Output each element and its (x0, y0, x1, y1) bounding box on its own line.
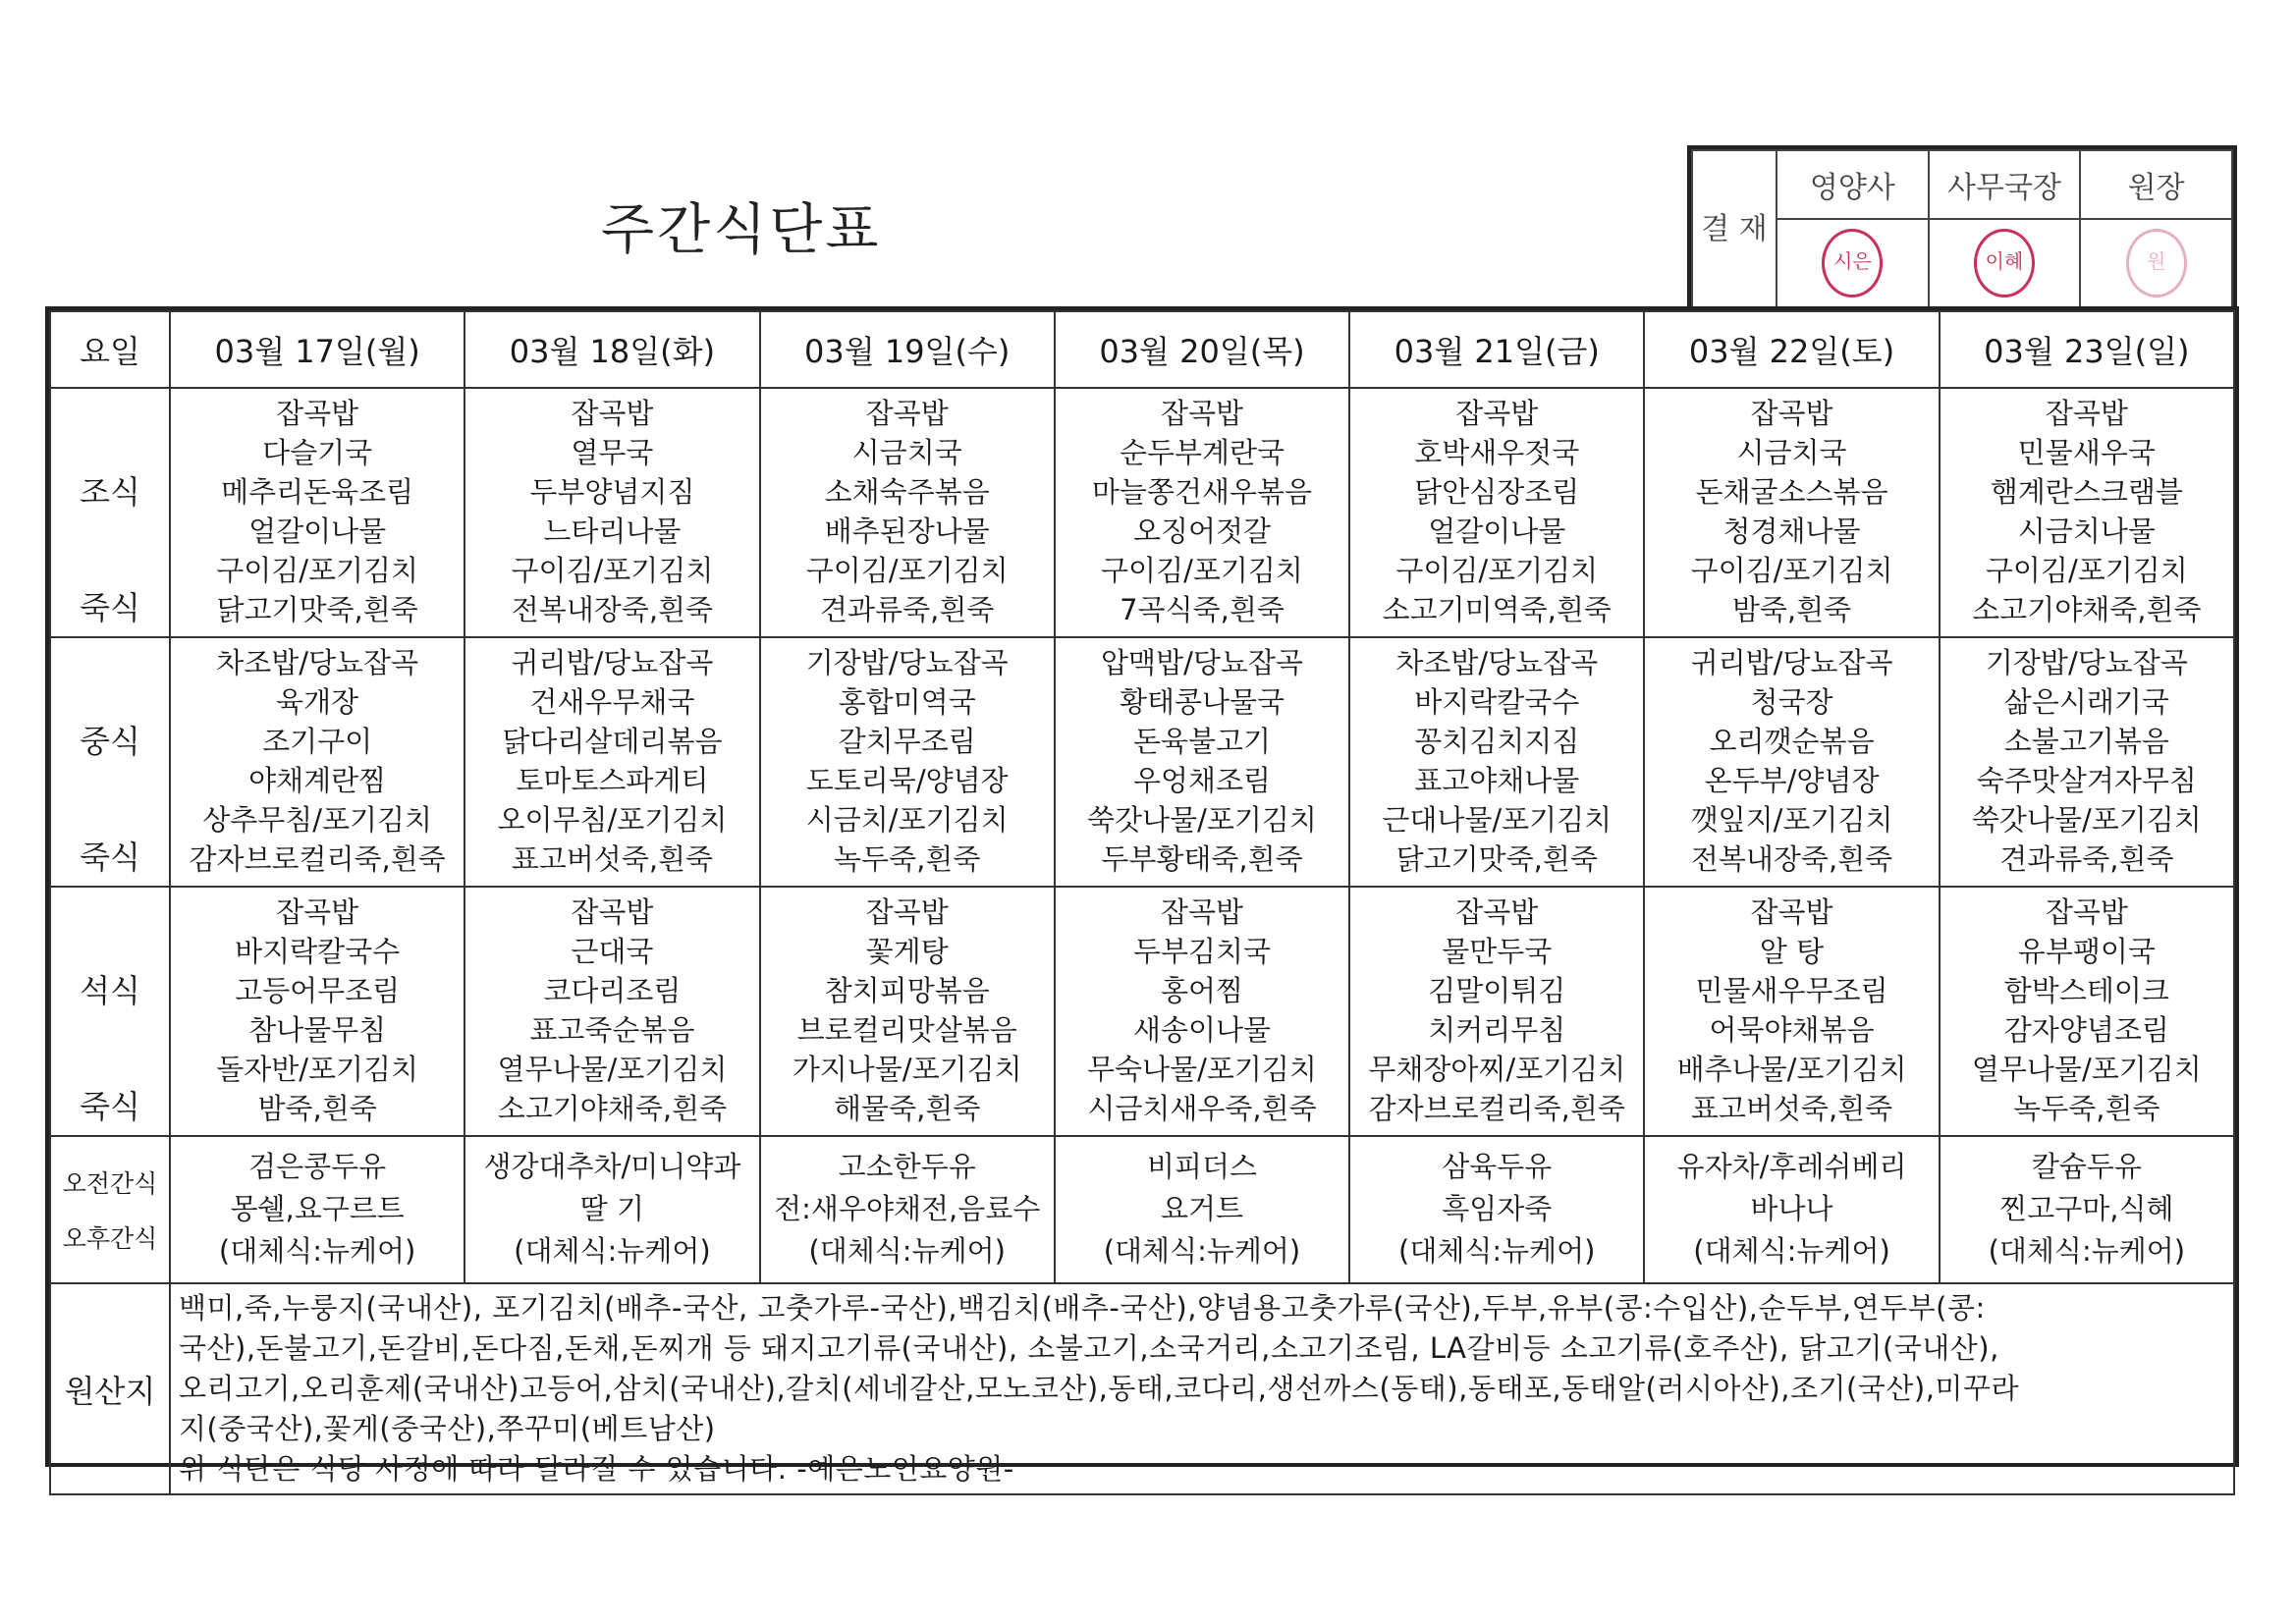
menu-item: 육개장 (276, 685, 359, 720)
snack-item: 찐고구마,식혜 (1999, 1192, 2174, 1226)
approval-role-director: 원장 (2080, 150, 2232, 219)
meal-row (50, 637, 2234, 887)
menu-item: 시금치새우죽,흰죽 (1087, 1092, 1317, 1126)
menu-cell (1645, 638, 1938, 886)
menu-item: 열무나물/포기김치 (1971, 1053, 2202, 1087)
meal-label: 조식 (80, 473, 140, 511)
menu-item: 전복내장죽,흰죽 (511, 593, 714, 627)
menu-item: 밤죽,흰죽 (257, 1092, 377, 1126)
stamp-seal: 원 (2126, 229, 2187, 298)
porridge-label: 죽식 (80, 589, 140, 626)
approval-box (1687, 145, 2237, 312)
menu-item: 귀리밥/당뇨잡곡 (511, 646, 714, 680)
snack-item: 생강대추차/미니약과 (483, 1150, 741, 1184)
meal-row (50, 887, 2234, 1136)
pm-snack-label: 오후간식 (62, 1224, 158, 1253)
snack-cell (1056, 1137, 1348, 1282)
menu-item: 두부황태죽,흰죽 (1101, 842, 1303, 877)
snack-item: (대체식:뉴케어) (514, 1233, 711, 1268)
snack-item: 바나나 (1750, 1192, 1833, 1226)
menu-item: 소고기미역죽,흰죽 (1382, 593, 1612, 627)
snack-item: 요거트 (1160, 1192, 1243, 1226)
snack-cell (761, 1137, 1054, 1282)
snack-item: (대체식:뉴케어) (808, 1233, 1006, 1268)
approval-label: 결 재 (1692, 150, 1777, 307)
menu-cell (761, 888, 1054, 1135)
meal-row (50, 388, 2234, 637)
menu-item: 무채장아찌/포기김치 (1368, 1053, 1626, 1087)
snack-item: 유자차/후레쉬베리 (1676, 1150, 1907, 1184)
header-date: 03월 21일(금) (1349, 311, 1644, 388)
menu-item: 호박새우젓국 (1414, 436, 1580, 470)
menu-item: 햄계란스크램블 (1990, 475, 2183, 510)
menu-cell (1941, 888, 2233, 1135)
menu-item: 바지락칼국수 (235, 935, 401, 969)
meal-label: 중식 (80, 723, 140, 760)
menu-cell (1350, 638, 1643, 886)
menu-item: 표고버섯죽,흰죽 (1690, 1092, 1893, 1126)
porridge-label: 죽식 (80, 1088, 140, 1125)
menu-item: 소고기야채죽,흰죽 (497, 1092, 728, 1126)
menu-item: 시금치국 (851, 436, 962, 470)
menu-item: 잡곡밥 (865, 397, 949, 431)
origin-label: 원산지 (64, 1372, 156, 1410)
menu-item: 시금치나물 (2017, 514, 2156, 549)
menu-item: 다슬기국 (262, 436, 373, 470)
menu-item: 감자브로컬리죽,흰죽 (189, 842, 446, 877)
menu-item: 홍합미역국 (838, 685, 976, 720)
menu-item: 근대국 (571, 935, 654, 969)
snack-cell (1645, 1137, 1938, 1282)
menu-item: 닭다리살데리볶음 (502, 725, 723, 759)
menu-item: 잡곡밥 (571, 397, 654, 431)
menu-item: 치커리무침 (1428, 1013, 1566, 1048)
snack-row (50, 1136, 2234, 1283)
menu-item: 돈채굴소스볶음 (1695, 475, 1888, 510)
menu-cell (465, 389, 758, 636)
menu-cell (1350, 888, 1643, 1135)
snack-item: (대체식:뉴케어) (1988, 1233, 2186, 1268)
menu-item: 쑥갓나물/포기김치 (1971, 803, 2202, 838)
snack-item: 칼슘두유 (2031, 1150, 2142, 1184)
menu-cell (1645, 389, 1938, 636)
snack-item: 흑임자죽 (1442, 1192, 1553, 1226)
origin-line: 지(중국산),꽃게(중국산),쭈꾸미(베트남산) (179, 1412, 716, 1445)
menu-item: 잡곡밥 (865, 895, 949, 930)
menu-cell (465, 888, 758, 1135)
menu-item: 소고기야채죽,흰죽 (1972, 593, 2202, 627)
menu-item: 온두부/양념장 (1704, 764, 1880, 798)
menu-cell (1056, 389, 1348, 636)
menu-item: 청경채나물 (1722, 514, 1861, 549)
menu-item: 가지나물/포기김치 (792, 1053, 1022, 1087)
menu-item: 오이무침/포기김치 (497, 803, 728, 838)
menu-item: 민물새우무조림 (1695, 974, 1888, 1008)
menu-item: 감자브로컬리죽,흰죽 (1368, 1092, 1625, 1126)
porridge-label: 죽식 (80, 839, 140, 876)
menu-item: 쑥갓나물/포기김치 (1087, 803, 1317, 838)
menu-item: 표고야채나물 (1414, 764, 1580, 798)
menu-item: 견과류죽,흰죽 (1999, 842, 2174, 877)
menu-item: 토마토스파게티 (516, 764, 709, 798)
menu-item: 7곡식죽,흰죽 (1120, 593, 1285, 627)
snack-item: (대체식:뉴케어) (1398, 1233, 1596, 1268)
menu-item: 압맥밥/당뇨잡곡 (1101, 646, 1303, 680)
menu-item: 야채계란찜 (248, 764, 387, 798)
menu-item: 황태콩나물국 (1119, 685, 1285, 720)
menu-item: 구이김/포기김치 (511, 554, 714, 588)
meal-label-cell (51, 389, 169, 636)
menu-cell (171, 888, 464, 1135)
menu-item: 차조밥/당뇨잡곡 (216, 646, 419, 680)
menu-item: 잡곡밥 (276, 397, 359, 431)
menu-item: 잡곡밥 (1455, 397, 1539, 431)
menu-item: 깻잎지/포기김치 (1690, 803, 1893, 838)
menu-cell (1056, 638, 1348, 886)
menu-item: 표고버섯죽,흰죽 (511, 842, 714, 877)
menu-cell (171, 389, 464, 636)
menu-item: 배추된장나물 (824, 514, 990, 549)
menu-item: 닭안심장조림 (1414, 475, 1580, 510)
stamp-seal: 이혜 (1974, 229, 2035, 298)
menu-item: 얼갈이나물 (1428, 514, 1566, 549)
menu-item: 도토리묵/양념장 (805, 764, 1009, 798)
menu-item: 밤죽,흰죽 (1731, 593, 1852, 627)
menu-item: 구이김/포기김치 (216, 554, 419, 588)
menu-cell (465, 638, 758, 886)
menu-item: 소채숙주볶음 (824, 475, 990, 510)
snack-label-cell (51, 1137, 169, 1282)
menu-item: 구이김/포기김치 (1101, 554, 1303, 588)
menu-item: 상추무침/포기김치 (202, 803, 433, 838)
menu-item: 잡곡밥 (1455, 895, 1539, 930)
menu-item: 민물새우국 (2017, 436, 2156, 470)
menu-item: 새송이나물 (1132, 1013, 1272, 1048)
menu-item: 닭고기맛죽,흰죽 (1395, 842, 1598, 877)
header-date: 03월 18일(화) (465, 311, 759, 388)
menu-item: 꽁치김치지짐 (1414, 725, 1580, 759)
menu-item: 얼갈이나물 (248, 514, 387, 549)
menu-item: 잡곡밥 (1750, 397, 1833, 431)
menu-cell (1056, 888, 1348, 1135)
snack-cell (171, 1137, 464, 1282)
menu-item: 함박스테이크 (2003, 974, 2169, 1008)
menu-item: 전복내장죽,흰죽 (1690, 842, 1893, 877)
menu-item: 오징어젓갈 (1132, 514, 1272, 549)
snack-item: (대체식:뉴케어) (218, 1233, 416, 1268)
menu-item: 구이김/포기김치 (1690, 554, 1893, 588)
menu-item: 잡곡밥 (276, 895, 359, 930)
snack-item: 검은콩두유 (248, 1150, 387, 1184)
menu-item: 차조밥/당뇨잡곡 (1395, 646, 1599, 680)
stamp-seal: 시은 (1822, 229, 1883, 298)
menu-item: 구이김/포기김치 (805, 554, 1009, 588)
menu-item: 바지락칼국수 (1414, 685, 1580, 720)
menu-item: 잡곡밥 (1750, 895, 1833, 930)
menu-item: 녹두죽,흰죽 (834, 842, 981, 877)
menu-item: 우엉채조림 (1132, 764, 1272, 798)
menu-item: 구이김/포기김치 (1985, 554, 2188, 588)
menu-cell (1941, 638, 2233, 886)
menu-cell (1645, 888, 1938, 1135)
header-date: 03월 20일(목) (1055, 311, 1349, 388)
approval-role-secretary: 사무국장 (1929, 150, 2081, 219)
menu-item: 삶은시래기국 (2003, 685, 2169, 720)
menu-item: 닭고기맛죽,흰죽 (216, 593, 418, 627)
menu-item: 구이김/포기김치 (1395, 554, 1599, 588)
menu-item: 돈육불고기 (1132, 725, 1272, 759)
menu-item: 오리깻순볶음 (1709, 725, 1875, 759)
meal-label: 석식 (80, 972, 140, 1009)
menu-item: 열무국 (571, 436, 654, 470)
menu-item: 코다리조림 (543, 974, 682, 1008)
menu-item: 귀리밥/당뇨잡곡 (1690, 646, 1893, 680)
menu-item: 건새우무채국 (529, 685, 695, 720)
header-date: 03월 19일(수) (760, 311, 1055, 388)
meal-label-cell (51, 888, 169, 1135)
weekly-menu-table (45, 306, 2239, 1486)
menu-item: 돌자반/포기김치 (216, 1053, 419, 1087)
menu-cell (1941, 389, 2233, 636)
menu-item: 갈치무조림 (838, 725, 976, 759)
snack-item: (대체식:뉴케어) (1103, 1233, 1301, 1268)
menu-item: 알 탕 (1759, 935, 1825, 969)
menu-item: 김말이튀김 (1428, 974, 1566, 1008)
header-row (50, 311, 2234, 388)
menu-item: 녹두죽,흰죽 (2013, 1092, 2160, 1126)
snack-item: 몽쉘,요구르트 (230, 1192, 405, 1226)
menu-item: 홍어찜 (1160, 974, 1243, 1008)
menu-item: 배추나물/포기김치 (1676, 1053, 1907, 1087)
menu-item: 시금치국 (1736, 436, 1847, 470)
origin-line: 위 식단은 식당 사정에 따라 달라질 수 있습니다. -예은노인요양원- (179, 1452, 1014, 1486)
menu-item: 해물죽,흰죽 (834, 1092, 981, 1126)
approval-role-nutritionist: 영양사 (1777, 150, 1929, 219)
snack-cell (1350, 1137, 1643, 1282)
menu-item: 잡곡밥 (1160, 397, 1243, 431)
snack-item: 삼육두유 (1442, 1150, 1553, 1184)
menu-item: 꽃게탕 (865, 935, 949, 969)
menu-item: 참치피망볶음 (824, 974, 990, 1008)
menu-item: 물만두국 (1442, 935, 1553, 969)
snack-item: 딸 기 (579, 1192, 645, 1226)
menu-item: 감자양념조림 (2003, 1013, 2169, 1048)
snack-cell (465, 1137, 758, 1282)
menu-item: 소불고기볶음 (2003, 725, 2169, 759)
snack-cell (1941, 1137, 2233, 1282)
menu-item: 메추리돈육조림 (221, 475, 414, 510)
snack-item: (대체식:뉴케어) (1693, 1233, 1890, 1268)
snack-item: 비피더스 (1146, 1150, 1258, 1184)
menu-cell (761, 638, 1054, 886)
menu-item: 청국장 (1750, 685, 1833, 720)
menu-item: 참나물무침 (248, 1013, 387, 1048)
menu-item: 시금치/포기김치 (805, 803, 1009, 838)
menu-item: 조기구이 (262, 725, 373, 759)
menu-item: 근대나물/포기김치 (1382, 803, 1613, 838)
menu-item: 유부팽이국 (2017, 935, 2156, 969)
origin-row (50, 1283, 2234, 1494)
header-date: 03월 23일(일) (1940, 311, 2234, 388)
menu-item: 기장밥/당뇨잡곡 (1985, 646, 2188, 680)
am-snack-label: 오전간식 (62, 1169, 158, 1198)
menu-item: 잡곡밥 (571, 895, 654, 930)
menu-item: 열무나물/포기김치 (497, 1053, 728, 1087)
snack-item: 고소한두유 (838, 1150, 976, 1184)
menu-item: 고등어무조림 (235, 974, 401, 1008)
menu-cell (171, 638, 464, 886)
menu-item: 두부김치국 (1132, 935, 1272, 969)
origin-line: 국산),돈불고기,돈갈비,돈다짐,돈채,돈찌개 등 돼지고기류(국내산), 소불고기,소국거리,소고기조림, LA갈비등 소고기류(호주산), 닭고기(국내산), (179, 1331, 1999, 1365)
menu-item: 잡곡밥 (2045, 397, 2128, 431)
menu-cell (1350, 389, 1643, 636)
menu-item: 느타리나물 (543, 514, 682, 549)
menu-item: 숙주맛살겨자무침 (1976, 764, 2197, 798)
menu-item: 표고죽순볶음 (529, 1013, 695, 1048)
menu-item: 어묵야채볶음 (1709, 1013, 1875, 1048)
menu-item: 순두부계란국 (1119, 436, 1285, 470)
menu-item: 두부양념지짐 (529, 475, 695, 510)
menu-item: 마늘쫑건새우볶음 (1091, 475, 1313, 510)
header-day-label: 요일 (50, 311, 170, 388)
page-title: 주간식단표 (601, 198, 882, 262)
meal-label-cell (51, 638, 169, 886)
menu-cell (761, 389, 1054, 636)
menu-item: 브로컬리맛살볶음 (796, 1013, 1017, 1048)
menu-item: 견과류죽,흰죽 (820, 593, 995, 627)
origin-text (171, 1284, 2233, 1493)
menu-item: 잡곡밥 (2045, 895, 2128, 930)
header-date: 03월 22일(토) (1644, 311, 1939, 388)
header-date: 03월 17일(월) (170, 311, 465, 388)
menu-item: 기장밥/당뇨잡곡 (805, 646, 1009, 680)
origin-line: 오리고기,오리훈제(국내산)고등어,삼치(국내산),갈치(세네갈산,모노코산),동태,코다리,생선까스(동태),동태포,동태알(러시아산),조기(국산),미꾸라 (179, 1372, 2019, 1405)
menu-item: 잡곡밥 (1160, 895, 1243, 930)
snack-item: 전:새우야채전,음료수 (774, 1192, 1041, 1226)
menu-item: 무숙나물/포기김치 (1087, 1053, 1317, 1087)
origin-line: 백미,죽,누룽지(국내산), 포기김치(배추-국산, 고춧가루-국산),백김치(배추-국산),양념용고춧가루(국산),두부,유부(콩:수입산),순두부,연두부(콩: (179, 1291, 1986, 1325)
